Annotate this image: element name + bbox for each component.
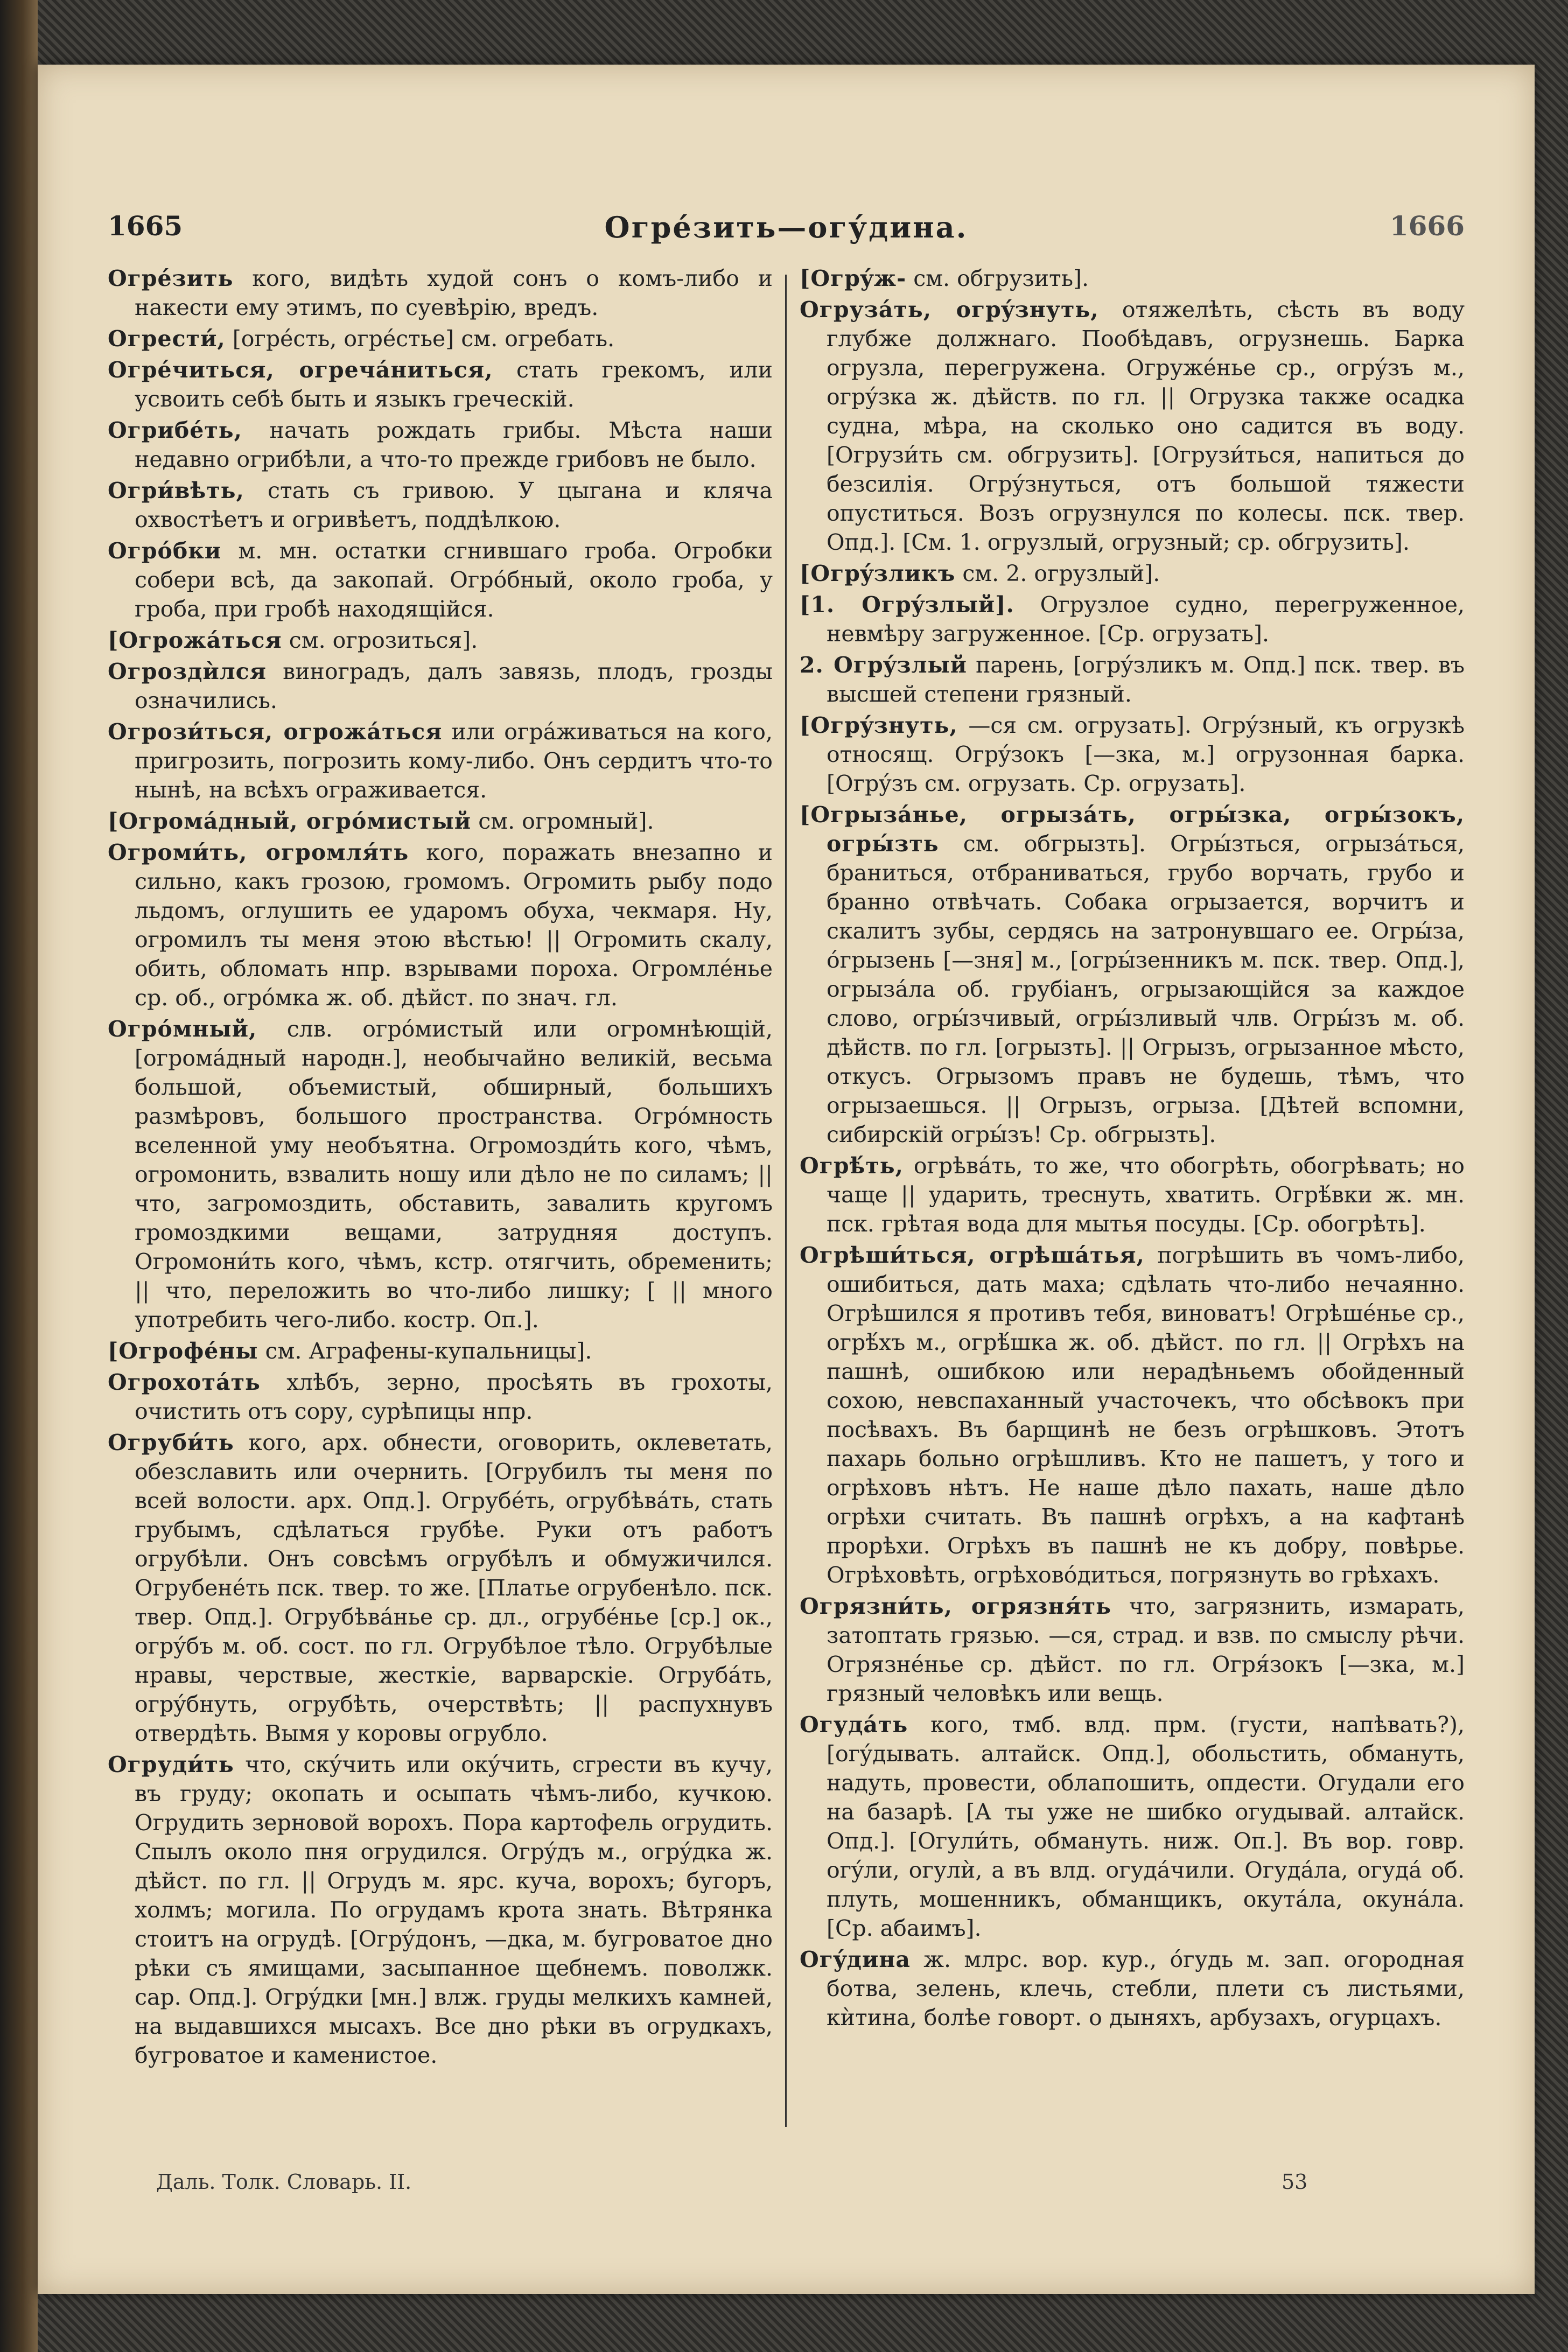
dictionary-entry	[108, 1428, 773, 1748]
entry-definition: стать съ гривою. У цыгана и кляча охвостѣетъ и огривѣетъ, поддѣлкою.	[135, 478, 773, 533]
dictionary-entry	[108, 416, 773, 474]
entry-headword: Огрибéть,	[108, 417, 242, 443]
text-columns	[108, 264, 1465, 2159]
entry-headword: Огудáть	[800, 1712, 908, 1738]
dictionary-entry	[108, 1014, 773, 1334]
dictionary-entry	[800, 1710, 1465, 1943]
footer-sheet-number: 53	[1282, 2170, 1308, 2194]
entry-definition: кого, поражать внезапно и сильно, какъ грозою, громомъ. Огромить рыбу подо льдомъ, оглушить ее ударомъ обуха, чекмаря. Ну, огромилъ ты меня этою вѣстью! || Огромить скалу, обить, обломать нпр. взрывами пороха. Огромлéнье ср. об., огрóмка ж. об. дѣйст. по знач. гл.	[135, 839, 773, 1011]
dictionary-entry	[108, 1336, 773, 1366]
dictionary-entry	[108, 264, 773, 322]
dictionary-entry	[800, 264, 1465, 293]
entry-definition: кого, арх. обнести, оговорить, оклеветать, обезславить или очернить. [Огрубилъ ты меня по всей волости. арх. Опд.]. Огрубéть, огрубѣвáть, стать грубымъ, сдѣлаться грубѣе. Руки отъ работъ огрубѣли. Онъ совсѣмъ огрубѣлъ и обмужичился. Огрубенéть пск. твер. то же. [Платье огрубенѣло. пск. твер. Опд.]. Огрубѣвáнье ср. дл., огрубéнье [ср.] ок., огрýбъ м. об. сост. по гл. Огрубѣлое тѣло. Огрубѣлые нравы, черствые, жесткіе, варварскіе. Огрубáть, огрýбнуть, огрубѣть, очерствѣть; || распухнувъ отвердѣть. Вымя у коровы огрубло.	[135, 1430, 773, 1746]
dictionary-entry	[800, 295, 1465, 557]
entry-headword: Огрести́,	[108, 326, 226, 352]
entry-headword: Огри́вѣть,	[108, 478, 244, 503]
entry-headword: Огроми́ть, огромля́ть	[108, 839, 409, 865]
page-number-left: 1665	[108, 210, 183, 242]
dictionary-entry	[800, 1945, 1465, 2032]
entry-headword: [Огрýзнуть,	[800, 712, 958, 738]
entry-definition: см. огрозиться].	[289, 627, 478, 653]
entry-headword: [1. Огрýзлый].	[800, 592, 1014, 618]
dictionary-entry	[108, 626, 773, 655]
dictionary-entry	[800, 590, 1465, 648]
dictionary-entry	[108, 807, 773, 836]
dictionary-entry	[108, 536, 773, 624]
dictionary-entry	[108, 1368, 773, 1426]
dictionary-entry	[108, 324, 773, 353]
entry-definition: кого, тмб. влд. прм. (густи, напѣвать?), [огýдывать. алтайск. Опд.], обольстить, обмануть, надуть, провести, облапошить, опдести. Огудали его на базарѣ. [А ты уже не шибко огудывай. алтайск. Опд.]. [Огули́ть, обмануть. ниж. Оп.]. Въ вор. говр. огýли, огулѝ, а въ влд. огудáчили. Огудáла, огудá об. плуть, мошенникъ, обманщикъ, окутáла, окунáла. [Ср. абаимъ].	[827, 1712, 1465, 1941]
book-spine	[0, 0, 38, 2352]
entry-definition: см. Аграфены-купальницы].	[265, 1338, 592, 1364]
dictionary-entry	[800, 800, 1465, 1149]
page-content	[108, 210, 1465, 2245]
entry-headword: Огруби́ть	[108, 1430, 234, 1455]
entry-definition: см. обгрызть]. Огры́зться, огрызáться, браниться, отбраниваться, грубо ворчать, грубо и бранно отвѣчать. Собака огрызается, ворчитъ и скалитъ зубы, сердясь на затронувшаго ее. Огры́за, óгрызень [—зня] м., [огры́зенникъ м. пск. твер. Опд.], огрызáла об. грубіанъ, огрызающійся за каждое слово, огры́зчивый, огры́зливый члв. Огры́зъ м. об. дѣйств. по гл. [огрызть]. || Огрызъ, огрызанное мѣсто, откусъ. Огрызомъ правъ не будешь, тѣмъ, что огрызаешься. || Огрызъ, огрыза. [Дѣтей вспомни, сибирскій огры́зъ! Ср. обгрызть].	[827, 831, 1465, 1147]
entry-headword: [Огрофéны	[108, 1338, 258, 1364]
entry-definition: парень, [огрýзликъ м. Опд.] пск. твер. въ высшей степени грязный.	[827, 652, 1465, 707]
entry-headword: Огруди́ть	[108, 1752, 234, 1777]
dictionary-entry	[800, 1151, 1465, 1238]
entry-headword: Огýдина	[800, 1947, 911, 1972]
page-number-right: 1666	[1389, 210, 1465, 242]
entry-definition: ж. млрс. вор. кур., óгудь м. зап. огородная ботва, зелень, клечь, стебли, плети съ листьями, кѝтина, болѣе говорт. о дыняхъ, арбузахъ, огурцахъ.	[827, 1947, 1465, 2031]
entry-headword: Огрóбки	[108, 538, 222, 564]
dictionary-entry	[800, 1592, 1465, 1708]
entry-headword: Огрéзить	[108, 265, 234, 291]
dictionary-entry	[800, 1241, 1465, 1590]
entry-definition: погрѣшить въ чомъ-либо, ошибиться, дать маха; сдѣлать что-либо нечаянно. Огрѣшился я противъ тебя, виноватъ! Огрѣшéнье ср., огрѣ́хъ м., огрѣ́шка ж. об. дѣйст. по гл. || Огрѣхъ на пашнѣ, ошибкою или нерадѣньемъ обойденный сохою, невспаханный участочекъ, что обсѣвокъ при посѣвахъ. Въ барщинѣ не безъ огрѣшковъ. Этотъ пахарь больно огрѣшливъ. Кто не пашетъ, у того и огрѣховъ нѣтъ. Не наше дѣло пахать, наше дѣло огрѣхи считать. Въ пашнѣ огрѣхъ, а на кафтанѣ прорѣхи. Огрѣхъ въ пашнѣ не къ добру, повѣрье. Огрѣховѣть, огрѣховóдиться, погрязнуть во грѣхахъ.	[827, 1242, 1465, 1588]
entry-headword: Огроздѝлся	[108, 659, 267, 684]
left-column	[108, 264, 773, 2159]
dictionary-entry	[108, 476, 773, 534]
entry-definition: слв. огрóмистый или огромнѣющій, [огромáдный народн.], необычайно великій, весьма большой, объемистый, обширный, большихъ размѣровъ, большого пространства. Огрóмность вселенной уму необъятна. Огромозди́ть кого, чѣмъ, огромонить, взвалить ношу или дѣло не по силамъ; || что, загромоздить, обставить, завалить кругомъ громоздкими вещами, затрудняя доступъ. Огромони́ть кого, чѣмъ, кстр. отягчить, обременить; || что, переложить во что-либо лишку; [ || много употребить чего-либо. костр. Оп.].	[135, 1016, 773, 1333]
entry-definition: отяжелѣть, сѣсть въ воду глубже должнаго. Пообѣдавъ, огрузнешь. Барка огрузла, перегружена. Огружéнье ср., огрýзъ м., огрýзка ж. дѣйств. по гл. || Огрузка также осадка судна, мѣра, на сколько оно садится въ воду. [Огрузи́ть см. обгрузить]. [Огрузи́ться, напиться до безсилія. Огрýзнуться, отъ большой тяжести опуститься. Возъ огрузнулся по колесы. пск. твер. Опд.]. [См. 1. огрузлый, огрузный; ср. обгрузить].	[827, 297, 1465, 555]
dictionary-entry	[800, 711, 1465, 798]
running-title: Огрéзить—огу́дина.	[604, 210, 968, 244]
column-divider	[785, 275, 787, 2127]
entry-definition: стать грекомъ, или усвоить себѣ быть и языкъ греческій.	[135, 357, 773, 412]
dictionary-entry	[108, 657, 773, 715]
dictionary-page	[38, 65, 1535, 2294]
entry-definition: Огрузлое судно, перегруженное, невмѣру загруженное. [Ср. огрузать].	[827, 592, 1465, 647]
entry-definition: —ся см. огрузать]. Огрýзный, къ огрузкѣ относящ. Огрýзокъ [—зка, м.] огрузонная барка. [Огрýзъ см. огрузать. Ср. огрузать].	[827, 712, 1465, 796]
running-header	[108, 210, 1465, 258]
entry-definition: что, загрязнить, измарать, затоптать грязью. —ся, страд. и взв. по смыслу рѣчи. Огрязнéнье ср. дѣйст. по гл. Огря́зокъ [—зка, м.] грязный человѣкъ или вещь.	[827, 1593, 1465, 1706]
entry-headword: [Огрýж-	[800, 265, 907, 291]
dictionary-entry	[108, 838, 773, 1012]
entry-definition: м. мн. остатки сгнившаго гроба. Огробки собери всѣ, да закопай. Огрóбный, около гроба, у гроба, при гробѣ находящійся.	[135, 538, 773, 622]
footer-signature: Даль. Толк. Словарь. II.	[156, 2170, 412, 2194]
entry-definition: см. огромный].	[478, 808, 654, 834]
entry-definition: см. обгрузить].	[913, 265, 1089, 291]
entry-headword: Огрязни́ть, огрязня́ть	[800, 1593, 1112, 1619]
entry-headword: [Огрызáнье, огрызáть, огры́зка, огры́зокъ, огры́зть	[800, 802, 1465, 857]
dictionary-entry	[800, 559, 1465, 588]
entry-definition: хлѣбъ, зерно, просѣять въ грохоты, очистить отъ сору, сурѣпицы нпр.	[135, 1369, 773, 1424]
entry-headword: 2. Огрýзлый	[800, 652, 968, 678]
dictionary-entry	[108, 717, 773, 804]
entry-definition: что, скýчить или окýчить, сгрести въ кучу, въ груду; окопать и осыпать чѣмъ-либо, кучкою. Огрудить зерновой ворохъ. Пора картофель огрудить. Спылъ около пня огрудился. Огрýдъ м., огрýдка ж. дѣйст. по гл. || Огрудъ м. ярс. куча, ворохъ; бугоръ, холмъ; могила. По огрудамъ крота знать. Вѣтрянка стоитъ на огрудѣ. [Огрýдонъ, —дка, м. бугроватое дно рѣки съ ямищами, засыпанное щебнемъ. поволжк. сар. Опд.]. Огрýдки [мн.] влж. груды мелкихъ камней, на выдавшихся мысахъ. Все дно рѣки въ огрудкахъ, бугроватое и каменистое.	[135, 1752, 773, 2068]
entry-headword: Огрѣ́ть,	[800, 1153, 904, 1179]
entry-headword: Огрохотáть	[108, 1369, 261, 1395]
dictionary-entry	[108, 355, 773, 414]
entry-headword: [Огрожáться	[108, 627, 282, 653]
entry-headword: [Огромáдный, огрóмистый	[108, 808, 472, 834]
entry-definition: начать рождать грибы. Мѣста наши недавно огрибѣли, а что-то прежде грибовъ не было.	[135, 417, 773, 472]
entry-headword: Огрози́ться, огрожáться	[108, 719, 443, 745]
dictionary-entry	[800, 650, 1465, 709]
entry-headword: Огрéчиться, огречáниться,	[108, 357, 493, 383]
entry-headword: Огрузáть, огрýзнуть,	[800, 297, 1099, 323]
entry-definition: виноградъ, далъ завязь, плодъ, грозды означились.	[135, 659, 773, 713]
dictionary-entry	[108, 1750, 773, 2070]
entry-headword: Огрѣши́ться, огрѣшáтья,	[800, 1242, 1145, 1268]
entry-definition: см. 2. огрузлый].	[962, 561, 1160, 586]
entry-definition: огрѣвáть, то же, что обогрѣть, обогрѣвать; но чаще || ударить, треснуть, хватить. Огрѣ́вки ж. мн. пск. грѣтая вода для мытья посуды. [Ср. обогрѣть].	[827, 1153, 1465, 1237]
entry-definition: кого, видѣть худой сонъ о комъ-либо и накести ему этимъ, по суевѣрію, вредъ.	[135, 265, 773, 320]
right-column	[800, 264, 1465, 2159]
entry-headword: [Огрýзликъ	[800, 561, 956, 586]
entry-definition: [огрéсть, огрéстье] см. огребать.	[232, 326, 615, 352]
entry-headword: Огрóмный,	[108, 1016, 257, 1042]
entry-definition: или огрáживаться на кого, пригрозить, погрозить кому-либо. Онъ сердитъ что-то нынѣ, на всѣхъ ограживается.	[135, 719, 773, 803]
